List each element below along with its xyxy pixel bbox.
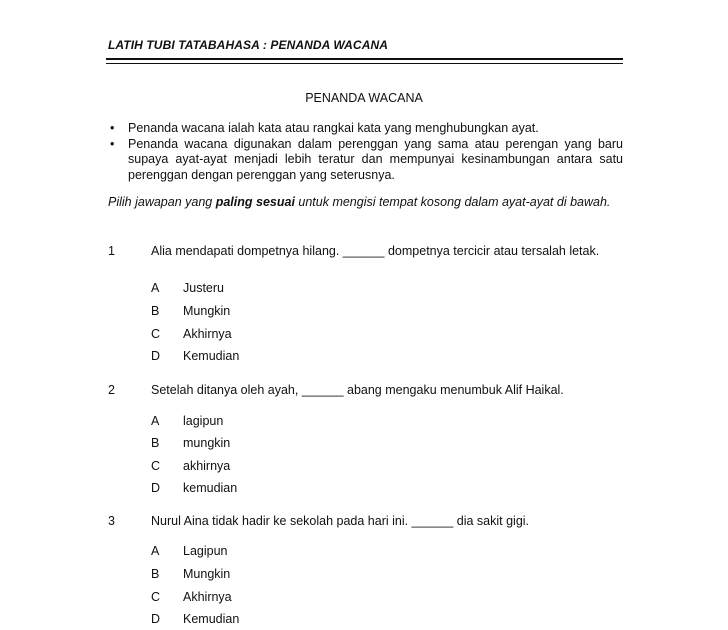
definition-text: Penanda wacana ialah kata atau rangkai kata yang menghubungkan ayat. xyxy=(128,121,539,135)
question-number: 2 xyxy=(108,383,115,397)
option-text: kemudian xyxy=(183,481,238,495)
question-text: Nurul Aina tidak hadir ke sekolah pada hari ini. ______ dia sakit gigi. xyxy=(151,514,530,528)
option-d[interactable] xyxy=(151,349,451,365)
option-letter: D xyxy=(151,481,161,495)
option-text: lagipun xyxy=(183,414,224,428)
instruction-before: Pilih jawapan yang xyxy=(108,195,216,209)
option-text: Akhirnya xyxy=(183,327,232,341)
option-letter: B xyxy=(151,436,160,450)
option-text: Lagipun xyxy=(183,544,228,558)
question-text: Alia mendapati dompetnya hilang. ______ dompetnya tercicir atau tersalah letak. xyxy=(151,244,600,258)
question-number: 3 xyxy=(108,514,115,528)
bullet-icon: • xyxy=(110,136,115,151)
option-letter: C xyxy=(151,459,161,473)
option-letter: D xyxy=(151,612,161,626)
option-a[interactable] xyxy=(151,414,451,430)
definition-list xyxy=(108,121,623,183)
option-text: Mungkin xyxy=(183,567,231,581)
option-c[interactable] xyxy=(151,327,451,343)
option-c[interactable] xyxy=(151,590,451,606)
option-letter: C xyxy=(151,327,161,341)
option-b[interactable] xyxy=(151,567,451,583)
option-c[interactable] xyxy=(151,459,451,475)
option-text: Mungkin xyxy=(183,304,231,318)
option-letter: B xyxy=(151,567,160,581)
bullet-icon: • xyxy=(110,121,115,135)
option-text: Kemudian xyxy=(183,349,240,363)
option-a[interactable] xyxy=(151,281,451,297)
instruction-text xyxy=(108,195,623,211)
option-letter: B xyxy=(151,304,160,318)
option-text: akhirnya xyxy=(183,459,231,473)
option-text: mungkin xyxy=(183,436,231,450)
option-letter: A xyxy=(151,544,160,558)
option-letter: D xyxy=(151,349,161,363)
option-text: Justeru xyxy=(183,281,224,295)
option-b[interactable] xyxy=(151,436,451,452)
header-rule-thick xyxy=(106,58,623,60)
option-letter: A xyxy=(151,281,160,295)
option-letter: C xyxy=(151,590,161,604)
header-rule-thin xyxy=(106,63,623,64)
option-a[interactable] xyxy=(151,544,451,560)
header-title: LATIH TUBI TATABAHASA : PENANDA WACANA xyxy=(108,38,388,52)
option-text: Akhirnya xyxy=(183,590,232,604)
option-d[interactable] xyxy=(151,481,451,497)
question-number: 1 xyxy=(108,244,115,258)
definition-item xyxy=(108,121,623,137)
option-letter: A xyxy=(151,414,160,428)
definition-text: Penanda wacana digunakan dalam perenggan yang sama atau perengan yang baru supaya ayat-ayat menjadi lebih teratur dan mempunyai kesinambungan antara satu perenggan dengan perenggan yang seterusnya. xyxy=(128,136,623,182)
definition-item xyxy=(108,137,623,184)
option-text: Kemudian xyxy=(183,612,240,626)
instruction-emphasis: paling sesuai xyxy=(215,195,295,209)
instruction-after: untuk mengisi tempat kosong dalam ayat-ayat di bawah. xyxy=(294,195,611,209)
option-b[interactable] xyxy=(151,304,451,320)
question-text: Setelah ditanya oleh ayah, ______ abang mengaku menumbuk Alif Haikal. xyxy=(151,383,564,397)
option-d[interactable] xyxy=(151,612,451,628)
document-title: PENANDA WACANA xyxy=(305,91,423,105)
